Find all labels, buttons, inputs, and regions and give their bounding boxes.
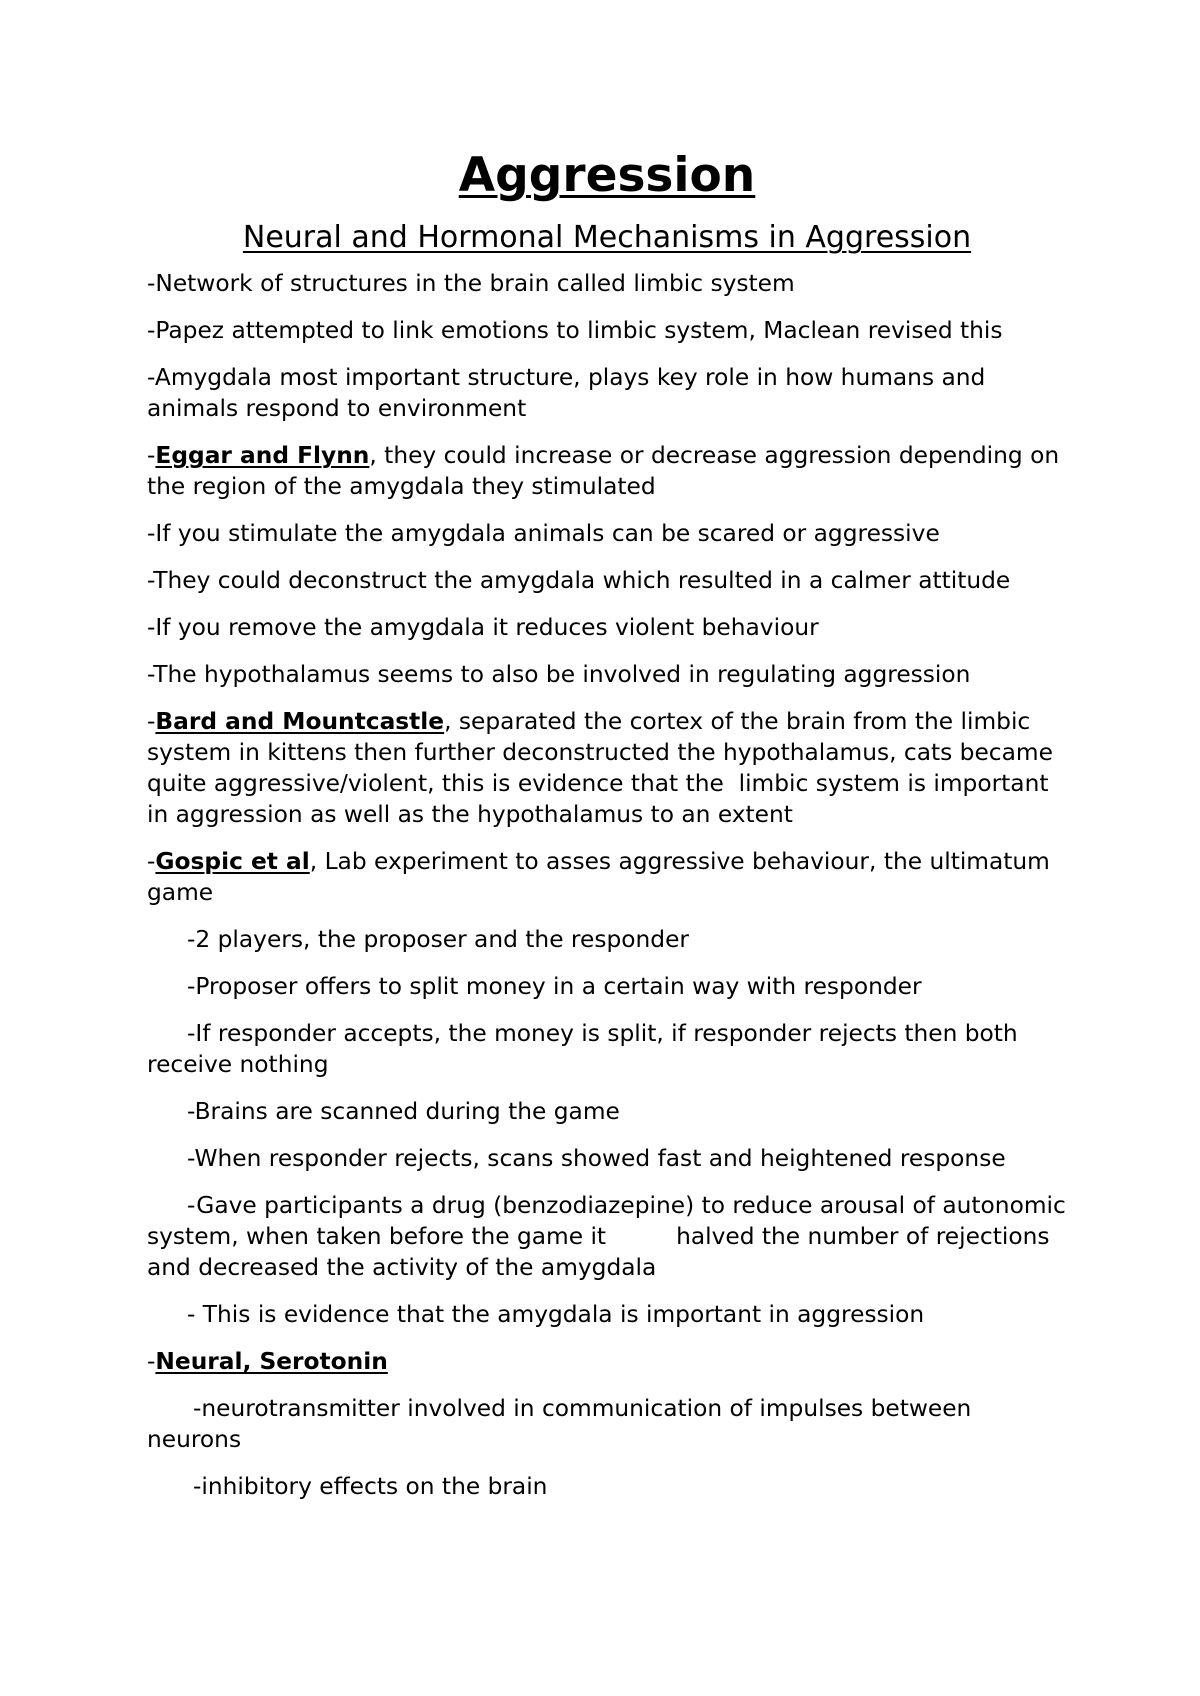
paragraph-text: -Gave participants a drug (benzodiazepine) to reduce arousal of autonomic system, when taken before the game it bbox=[147, 1192, 1074, 1250]
paragraph-brains-scanned: -Brains are scanned during the game bbox=[187, 1098, 620, 1125]
paragraph-eggar-flynn bbox=[147, 440, 1067, 502]
paragraph-deconstruct-amygdala: -They could deconstruct the amygdala which resulted in a calmer attitude bbox=[147, 567, 1011, 594]
paragraph-inhibitory: -inhibitory effects on the brain bbox=[193, 1473, 548, 1500]
paragraph-papez: -Papez attempted to link emotions to limbic system, Maclean revised this bbox=[147, 317, 1003, 344]
paragraph-neurotransmitter: -neurotransmitter involved in communication of impulses between neurons bbox=[147, 1395, 979, 1453]
paragraph-remove-amygdala: -If you remove the amygdala it reduces violent behaviour bbox=[147, 614, 819, 641]
paragraph-text: , they could increase or decrease aggression depending on the region of the amygdala they stimulated bbox=[147, 442, 1067, 500]
paragraph-hypothalamus: -The hypothalamus seems to also be involved in regulating aggression bbox=[147, 661, 971, 688]
paragraph-serotonin-heading bbox=[147, 1346, 1067, 1377]
paragraph-benzodiazepine bbox=[147, 1190, 1074, 1283]
paragraph-text: , Lab experiment to asses aggressive behaviour, the ultimatum game bbox=[147, 848, 1058, 906]
dash: - bbox=[147, 848, 156, 875]
paragraph-players: -2 players, the proposer and the responder bbox=[187, 926, 689, 953]
paragraph-gospic bbox=[147, 846, 1067, 908]
paragraph-limbic-system: -Network of structures in the brain called limbic system bbox=[147, 270, 795, 297]
paragraph-evidence-amygdala: - This is evidence that the amygdala is important in aggression bbox=[187, 1301, 925, 1328]
study-name-gospic: Gospic et al bbox=[155, 848, 310, 875]
paragraph-responder-rejects: -When responder rejects, scans showed fast and heightened response bbox=[187, 1145, 1006, 1172]
document-page bbox=[147, 148, 1074, 1518]
paragraph-responder-accepts: -If responder accepts, the money is split, if responder rejects then both receive nothing bbox=[147, 1020, 1026, 1078]
dash: - bbox=[147, 708, 156, 735]
study-name-eggar-flynn: Eggar and Flynn bbox=[155, 442, 370, 469]
paragraph-amygdala: -Amygdala most important structure, plays key role in how humans and animals respond to environment bbox=[147, 364, 993, 422]
topic-serotonin: Neural, Serotonin bbox=[155, 1348, 388, 1375]
study-name-bard-mountcastle: Bard and Mountcastle bbox=[155, 708, 445, 735]
section-heading: Neural and Hormonal Mechanisms in Aggression bbox=[242, 220, 972, 255]
document-title: Aggression bbox=[458, 148, 756, 203]
paragraph-stimulate-amygdala: -If you stimulate the amygdala animals can be scared or aggressive bbox=[147, 520, 940, 547]
paragraph-text: halved the number of rejections and decreased the activity of the amygdala bbox=[147, 1223, 1057, 1281]
paragraph-bard-mountcastle bbox=[147, 706, 1067, 830]
dash: - bbox=[147, 442, 156, 469]
paragraph-text: , separated the cortex of the brain from the limbic system in kittens then further deconstructed the hypothalamus, cats became quite aggressive/violent, this is evidence that the limbic system is important in aggression as well as the hypothalamus to an extent bbox=[147, 708, 1068, 828]
paragraph-proposer: -Proposer offers to split money in a certain way with responder bbox=[187, 973, 922, 1000]
dash: - bbox=[147, 1348, 156, 1375]
